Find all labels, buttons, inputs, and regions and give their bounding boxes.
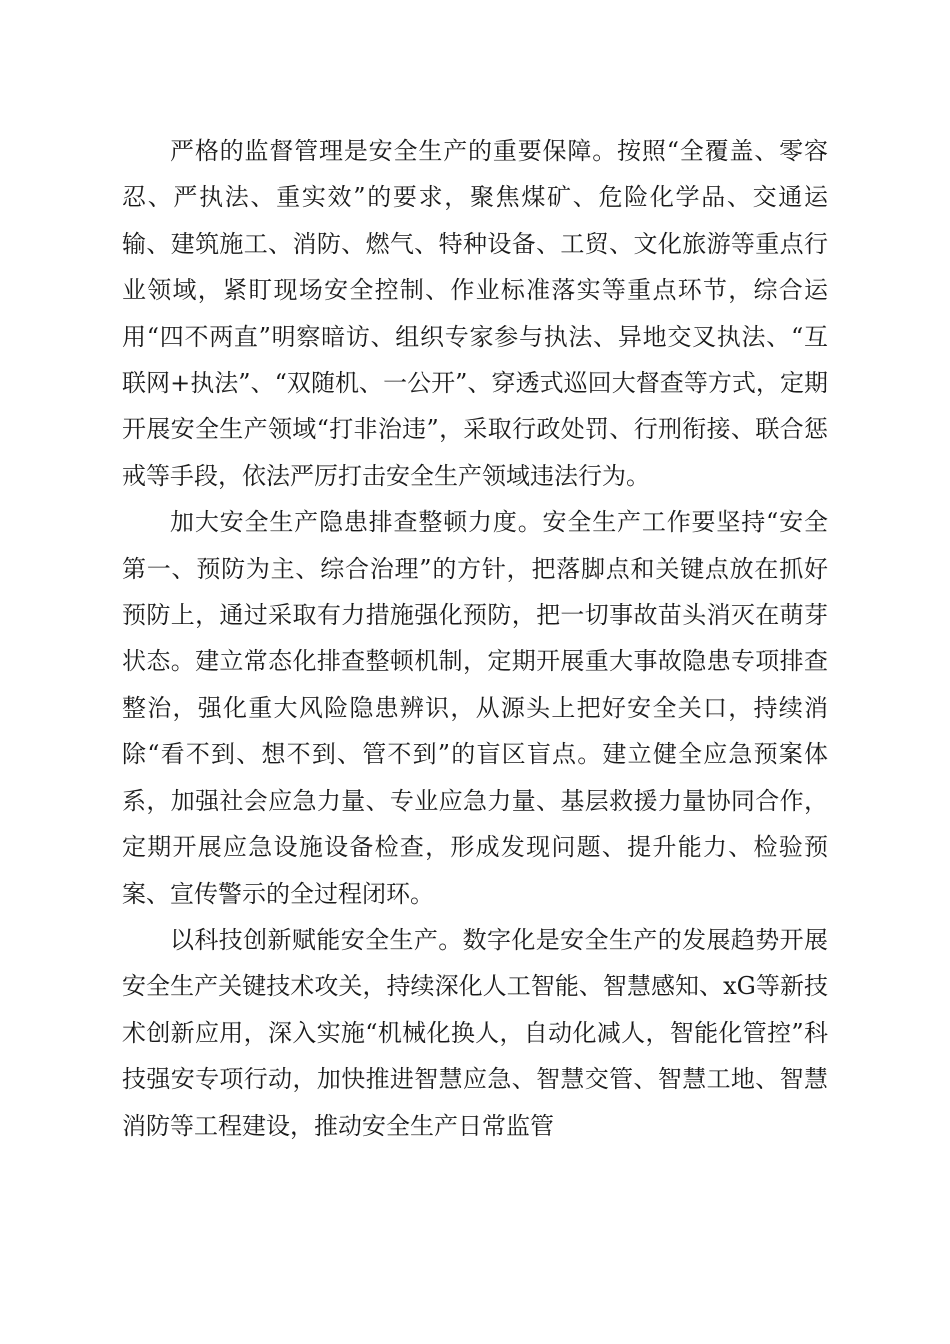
paragraph-supervision: 严格的监督管理是安全生产的重要保障。按照“全覆盖、零容忍、严执法、重实效”的要求，聚焦煤矿、危险化学品、交通运输、建筑施工、消防、燃气、特种设备、工贸、文化旅游等重点行业领域，紧盯现场安全控制、作业标准落实等重点环节，综合运用“四不两直”明察暗访、组织专家参与执法、异地交叉执法、“互联网+执法”、“双随机、一公开”、穿透式巡回大督查等方式，定期开展安全生产领域“打非治违”，采取行政处罚、行刑衔接、联合惩戒等手段，依法严厉打击安全生产领域违法行为。 [122, 137, 828, 490]
document-page [122, 128, 828, 1149]
paragraph-tech-innovation: 以科技创新赋能安全生产。数字化是安全生产的发展趋势开展安全生产关键技术攻关，持续深化人工智能、智慧感知、xG等新技术创新应用，深入实施“机械化换人，自动化减人，智能化管控”科技强安专项行动，加快推进智慧应急、智慧交管、智慧工地、智慧消防等工程建设，推动安全生产日常监管 [122, 925, 828, 1140]
paragraph-hazard-inspection: 加大安全生产隐患排查整顿力度。安全生产工作要坚持“安全第一、预防为主、综合治理”的方针，把落脚点和关键点放在抓好预防上，通过采取有力措施强化预防，把一切事故苗头消灭在萌芽状态。建立常态化排查整顿机制，定期开展重大事故隐患专项排查整治，强化重大风险隐患辨识，从源头上把好安全关口，持续消除“看不到、想不到、管不到”的盲区盲点。建立健全应急预案体系，加强社会应急力量、专业应急力量、基层救援力量协同合作，定期开展应急设施设备检查，形成发现问题、提升能力、检验预案、宣传警示的全过程闭环。 [122, 508, 828, 908]
